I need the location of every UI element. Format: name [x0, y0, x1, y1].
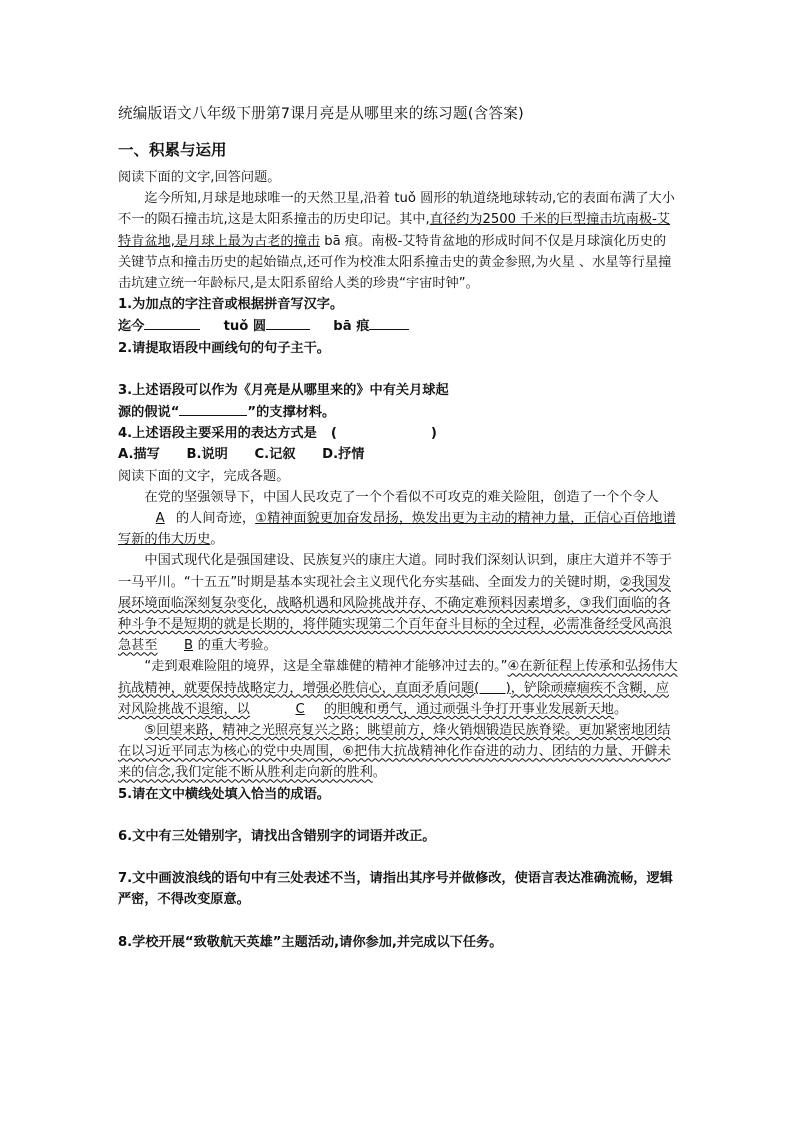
- reading-intro-1: 阅读下面的文字,回答问题。: [118, 170, 281, 185]
- option-a[interactable]: A.描写: [118, 447, 160, 463]
- passage-1: 迄今所知,月球是地球唯一的天然卫星,沿着 tuǒ 圆形的轨道绕地球转动,它的表面布满了大小不一的陨石撞击坑,这是太阳系撞击的历史印记。其中,直径约为2500 千米的巨型撞击坑南极-艾特肯盆地,是月球上最为古老的撞击 bā 痕。南极-艾特肯盆地的形成时间不仅是月球演化历史的关键节点和撞击历史的起始锚点,还可作为校准太阳系撞击史的黄金参照,为火星 、水星等行星撞击坑建立统一年龄标尺,是太阳系留给人类的珍贵“宇宙时钟”。: [118, 191, 675, 292]
- question-2: 2.请提取语段中画线句的句子主干。: [118, 340, 330, 356]
- document-content: [118, 103, 678, 953]
- question-4-options: [118, 444, 678, 465]
- paren-blank[interactable]: ( ): [474, 680, 511, 696]
- underlined-sentence: 直径约为2500 千米的巨型撞击坑南极-艾特肯盆地,是月球上最为古老的撞击: [118, 212, 671, 249]
- option-b[interactable]: B.说明: [186, 447, 228, 463]
- passage-2: 在党的坚强领导下，中国人民攻克了一个个看似不可攻克的难关险阻，创造了一个个令人A 的人间奇迹，①精神面貌更加奋发昂扬，焕发出更为主动的精神力量，正信心百倍地谱写新的伟大历史。: [118, 489, 676, 548]
- wavy-sentence-4: ④在新征程上传承和弘扬伟大抗战精神，就要保持战略定力，增强必胜信心，直面矛盾问题: [118, 659, 678, 696]
- question-3: 3.上述语段可以作为《月亮是从哪里来的》中有关月球起: [118, 382, 449, 398]
- question-6: 6.文中有三处错别字，请找出含错别字的词语并改正。: [118, 828, 436, 844]
- option-c[interactable]: C.记叙: [254, 447, 296, 463]
- reading-intro-2: 阅读下面的文字，完成各题。: [118, 468, 290, 484]
- answer-blank[interactable]: [369, 315, 409, 330]
- passage-3: 中国式现代化是强国建设、民族复兴的康庄大道。同时我们深刻认识到，康庄大道并不等于一马平川。“十五五”时期是基本实现社会主义现代化夯实基础、全面发力的关键时期，②我国发展环境面临深刻复杂变化，战略机遇和风险挑战并存、不确定难预料因素增多，③我们面临的各种斗争不是短期的就是长期的，将伴随实现第二个百年奋斗目标的全过程，必需准备经受风高浪急甚至 B 的重大考验。: [118, 550, 678, 656]
- question-5: 5.请在文中横线处填入恰当的成语。: [118, 786, 330, 802]
- page-title: 统编版语文八年级下册第7课月亮是从哪里来的练习题(含答案): [118, 105, 524, 122]
- question-1-blanks: 迄今 tuǒ 圆 bā 痕: [118, 315, 678, 337]
- answer-blank[interactable]: [266, 315, 310, 330]
- passage-5: ⑤回望来路，精神之光照亮复兴之路；眺望前方，烽火销烟锻造民族脊梁。更加紧密地团结在以习近平同志为核心的党中央周围，⑥把伟大抗战精神化作奋进的动力、团结的力量、开僻未来的信念,我们定能不断从胜利走向新的胜利。: [118, 723, 671, 781]
- question-8: 8.学校开展“致敬航天英雄”主题活动,请你参加,并完成以下任务。: [118, 934, 503, 950]
- marked-sentence-1: ①精神面貌更加奋发昂扬，焕发出更为主动的精神力量，正信心百倍地谱写新的伟大历史: [118, 511, 676, 548]
- section-heading: 一、积累与运用: [118, 141, 227, 159]
- blank-b[interactable]: B: [183, 638, 194, 654]
- passage-4: “走到艰难险阻的境界，这是全靠雄健的精神才能够冲过去的。”④在新征程上传承和弘扬伟大抗战精神，就要保持战略定力，增强必胜信心，直面矛盾问题( )，铲除顽瘴痼疾不含糊，应对风险挑战不退缩，以 C 的胆魄和勇气，通过顽强斗争打开事业发展新天地。: [118, 656, 678, 720]
- question-1: 1.为加点的字注音或根据拼音写汉字。: [118, 297, 344, 313]
- answer-blank[interactable]: [179, 401, 247, 416]
- question-4: 4.上述语段主要采用的表达方式是 ( ): [118, 426, 437, 442]
- blank-a[interactable]: A: [155, 511, 165, 527]
- question-3-cont: 源的假说“ ”的支撑材料。: [118, 401, 678, 423]
- wavy-sentence-2-3: ②我国发展环境面临深刻复杂变化，战略机遇和风险挑战并存、不确定难预料因素增多，③我们面临的各种斗争不是短期的就是长期的，将伴随实现第二个百年奋斗目标的全过程，必需准备经受风高浪急甚至: [118, 574, 672, 654]
- question-7: 7.文中画波浪线的语句中有三处表述不当，请指出其序号并做修改，使语言表达准确流畅，逻辑严密，不得改变原意。: [118, 871, 673, 908]
- wavy-sentence-6: ⑥把伟大抗战精神化作奋进的动力、团结的力量、开僻未来的信念,我们定能不断从胜利走向新的胜利: [118, 744, 671, 781]
- option-d[interactable]: D.抒情: [322, 447, 365, 463]
- wavy-sentence-5: ⑤回望来路，精神之光照亮复兴之路；眺望前方，烽火销烟锻造民族脊梁。更加紧密地团结在以习近平同志为核心的党中央周围，: [118, 723, 671, 760]
- answer-blank[interactable]: [144, 315, 200, 330]
- blank-c[interactable]: C: [295, 701, 305, 717]
